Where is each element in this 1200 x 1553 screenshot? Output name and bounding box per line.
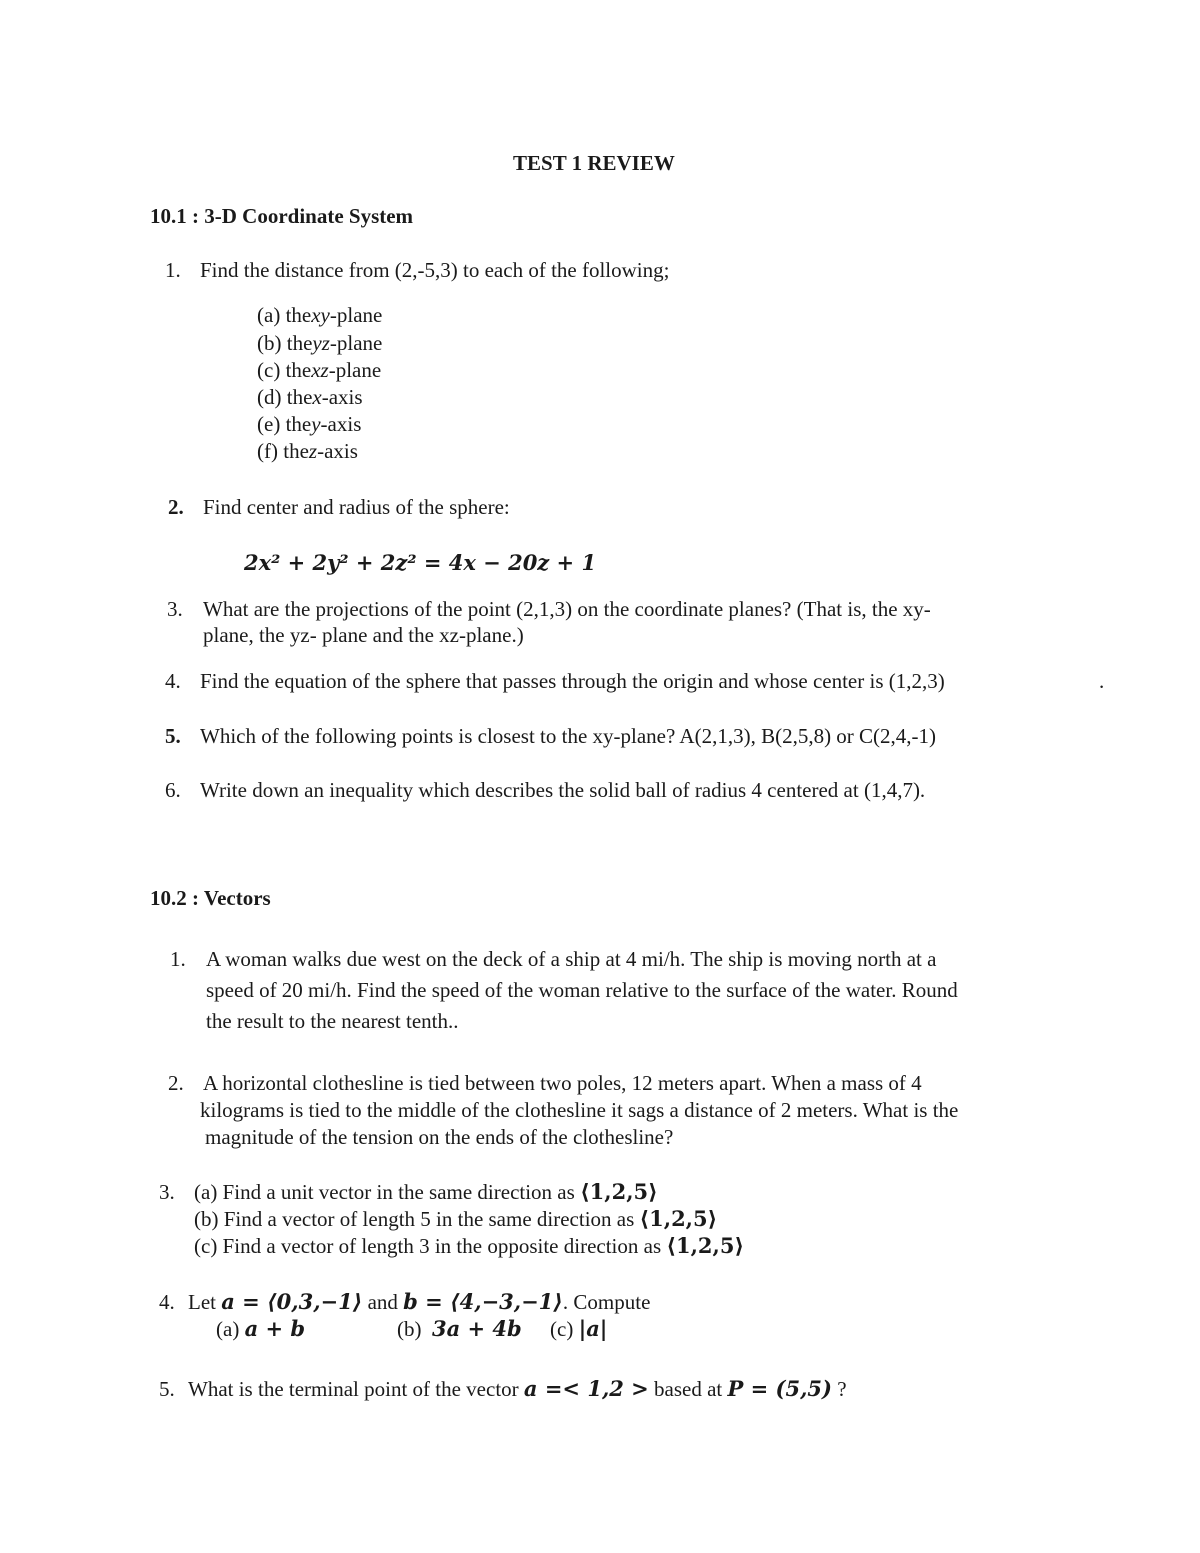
v4-part-b: (b) 3a + 4b	[397, 1316, 522, 1341]
q4-number: 4.	[165, 669, 181, 693]
v3-part-c: (c) Find a vector of length 3 in the opposite direction as ⟨1,2,5⟩	[194, 1233, 745, 1258]
q5-text: Which of the following points is closest to the xy-plane? A(2,1,3), B(2,5,8) or C(2,4,-1)	[200, 724, 937, 748]
q2-text: Find center and radius of the sphere:	[203, 495, 510, 519]
q2-number: 2.	[168, 495, 184, 519]
q2-equation: 2x² + 2y² + 2z² = 4x − 20z + 1	[244, 550, 597, 575]
v2-number: 2.	[168, 1071, 184, 1095]
q4-text: Find the equation of the sphere that passes through the origin and whose center is (1,2,3)	[200, 669, 945, 693]
v4-part-c: (c) |a|	[550, 1316, 608, 1341]
page-title: TEST 1 REVIEW	[513, 151, 675, 175]
q6-number: 6.	[165, 778, 181, 802]
q1-text: Find the distance from (2,-5,3) to each of the following;	[200, 258, 670, 282]
v4-line1: Let a = ⟨0,3,−1⟩ and b = ⟨4,−3,−1⟩. Compute	[188, 1289, 651, 1314]
q3-line2: plane, the yz- plane and the xz-plane.)	[203, 623, 524, 647]
v1-line2: speed of 20 mi/h. Find the speed of the woman relative to the surface of the water. Round	[206, 978, 958, 1002]
q3-number: 3.	[167, 597, 183, 621]
section-heading-vectors: 10.2 : Vectors	[150, 886, 271, 910]
q1-part-a: (a) thexy-plane	[257, 303, 383, 327]
q1-part-e: (e) they-axis	[257, 412, 362, 436]
q5-number: 5.	[165, 724, 181, 748]
v4-part-a: (a) a + b	[216, 1316, 306, 1341]
v2-line2: kilograms is tied to the middle of the clothesline it sags a distance of 2 meters. What is the	[200, 1098, 959, 1122]
q1-part-d: (d) thex-axis	[257, 385, 363, 409]
v5-text: What is the terminal point of the vector a =< 1,2 > based at P = (5,5) ?	[188, 1376, 847, 1401]
v3-part-b: (b) Find a vector of length 5 in the same direction as ⟨1,2,5⟩	[194, 1206, 718, 1231]
q6-text: Write down an inequality which describes the solid ball of radius 4 centered at (1,4,7).	[200, 778, 926, 802]
v5-number: 5.	[159, 1377, 175, 1401]
v3-part-a: (a) Find a unit vector in the same direction as ⟨1,2,5⟩	[194, 1179, 658, 1204]
v1-line3: the result to the nearest tenth..	[206, 1009, 459, 1033]
q1-number: 1.	[165, 258, 181, 282]
q3-line1: What are the projections of the point (2,1,3) on the coordinate planes? (That is, the xy-	[203, 597, 931, 621]
q1-part-b: (b) theyz-plane	[257, 331, 383, 355]
v3-number: 3.	[159, 1180, 175, 1204]
v2-line1: A horizontal clothesline is tied between two poles, 12 meters apart. When a mass of 4	[203, 1071, 922, 1095]
q1-part-f: (f) thez-axis	[257, 439, 358, 463]
v2-line3: magnitude of the tension on the ends of the clothesline?	[205, 1125, 674, 1149]
v1-line1: A woman walks due west on the deck of a ship at 4 mi/h. The ship is moving north at a	[206, 947, 937, 971]
q4-trailing-dot: .	[1099, 669, 1105, 693]
v4-number: 4.	[159, 1290, 175, 1314]
v1-number: 1.	[170, 947, 186, 971]
q1-part-c: (c) thexz-plane	[257, 358, 382, 382]
section-heading-3d: 10.1 : 3-D Coordinate System	[150, 204, 414, 228]
